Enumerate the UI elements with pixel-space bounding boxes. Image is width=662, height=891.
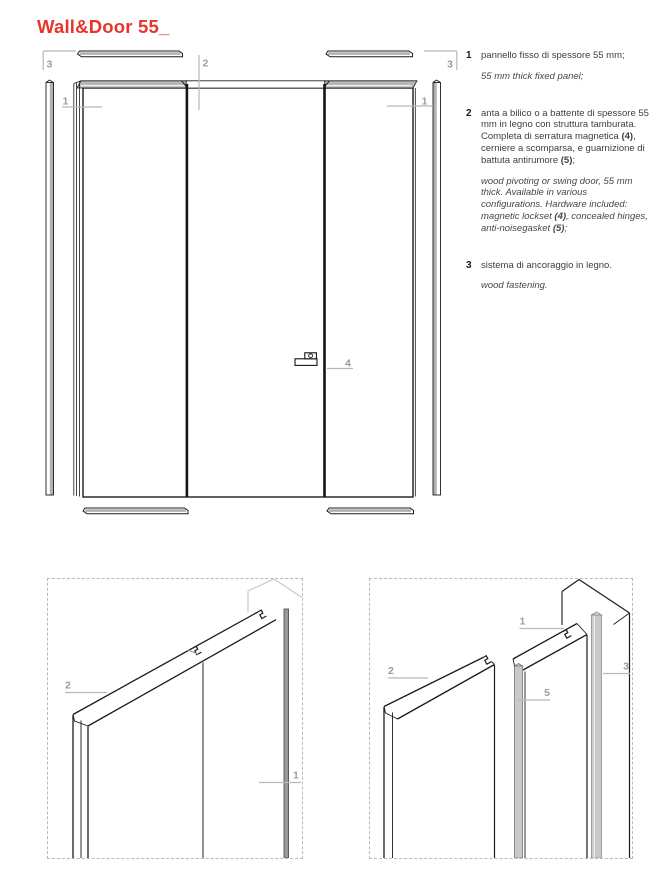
callout-2-door: 2 (388, 665, 394, 677)
bottom-right-fastening-strip (327, 508, 414, 514)
legend-text-italian: sistema di ancoraggio in legno. (481, 259, 612, 271)
legend-text-english: 55 mm thick fixed panel; (481, 70, 584, 82)
ceiling-outline (248, 579, 302, 613)
callout-3-top-right: 3 (447, 58, 453, 71)
legend-text-english: wood fastening. (481, 280, 548, 292)
door-slab (384, 656, 495, 858)
legend-text-english: wood pivoting or swing door, 55 mm thick. Available in various configurations. Hardware included: magnetic lockset (4), concealed hinges, anti-noisegasket (5); (481, 175, 648, 234)
callout-2-door: 2 (65, 679, 71, 692)
callout-4-lockset: 4 (345, 357, 351, 370)
legend-number: 3 (466, 259, 472, 271)
elevation-drawing (40, 44, 460, 524)
callout-3-top-left: 3 (46, 58, 53, 71)
detail-drawing-left (47, 578, 303, 859)
callout-2-door: 2 (202, 57, 209, 70)
gasket-strip (515, 666, 523, 858)
wall-fastening-strip (592, 612, 602, 858)
top-right-fastening-strip (326, 51, 413, 57)
panel-left-edge (74, 81, 81, 497)
right-fastening-strip (433, 80, 441, 495)
callout-3-fastening: 3 (623, 660, 629, 673)
bottom-left-fastening-strip (83, 508, 188, 514)
legend-number: 1 (466, 50, 472, 61)
callout-5-gasket: 5 (544, 687, 550, 699)
page-title: Wall&Door 55_ (37, 16, 170, 37)
left-fastening-strip (46, 80, 54, 495)
panel-edges (73, 663, 203, 859)
callout-1-fixed-panel: 1 (519, 615, 526, 628)
door-top-face (73, 610, 276, 726)
callout-1-left-panel: 1 (62, 95, 69, 108)
fixed-panel-edge (284, 609, 289, 858)
callout-1-right-panel: 1 (421, 95, 428, 108)
panel-assembly-face (83, 88, 413, 497)
legend-item-3 (466, 260, 650, 302)
legend-text-italian: anta a bilico o a battente di spessore 55 mm in legno con struttura tamburata. Completa di serratura magnetica (4), cerniere a scomparsa, e guarnizione di battuta antirumore (5); (481, 107, 649, 166)
legend-number: 2 (466, 107, 472, 119)
legend-item-1 (466, 50, 650, 92)
fixed-panel-slab (513, 624, 587, 859)
legend-item-2 (466, 108, 650, 244)
panel-top-face (77, 81, 417, 88)
legend (466, 50, 650, 317)
top-left-fastening-strip (78, 51, 183, 57)
detail-drawing-right (369, 578, 633, 859)
callout-1-fixed-panel: 1 (293, 769, 299, 782)
door-right-edge (323, 84, 326, 497)
legend-text-italian: pannello fisso di spessore 55 mm; (481, 50, 625, 61)
door-left-edge (186, 84, 189, 497)
